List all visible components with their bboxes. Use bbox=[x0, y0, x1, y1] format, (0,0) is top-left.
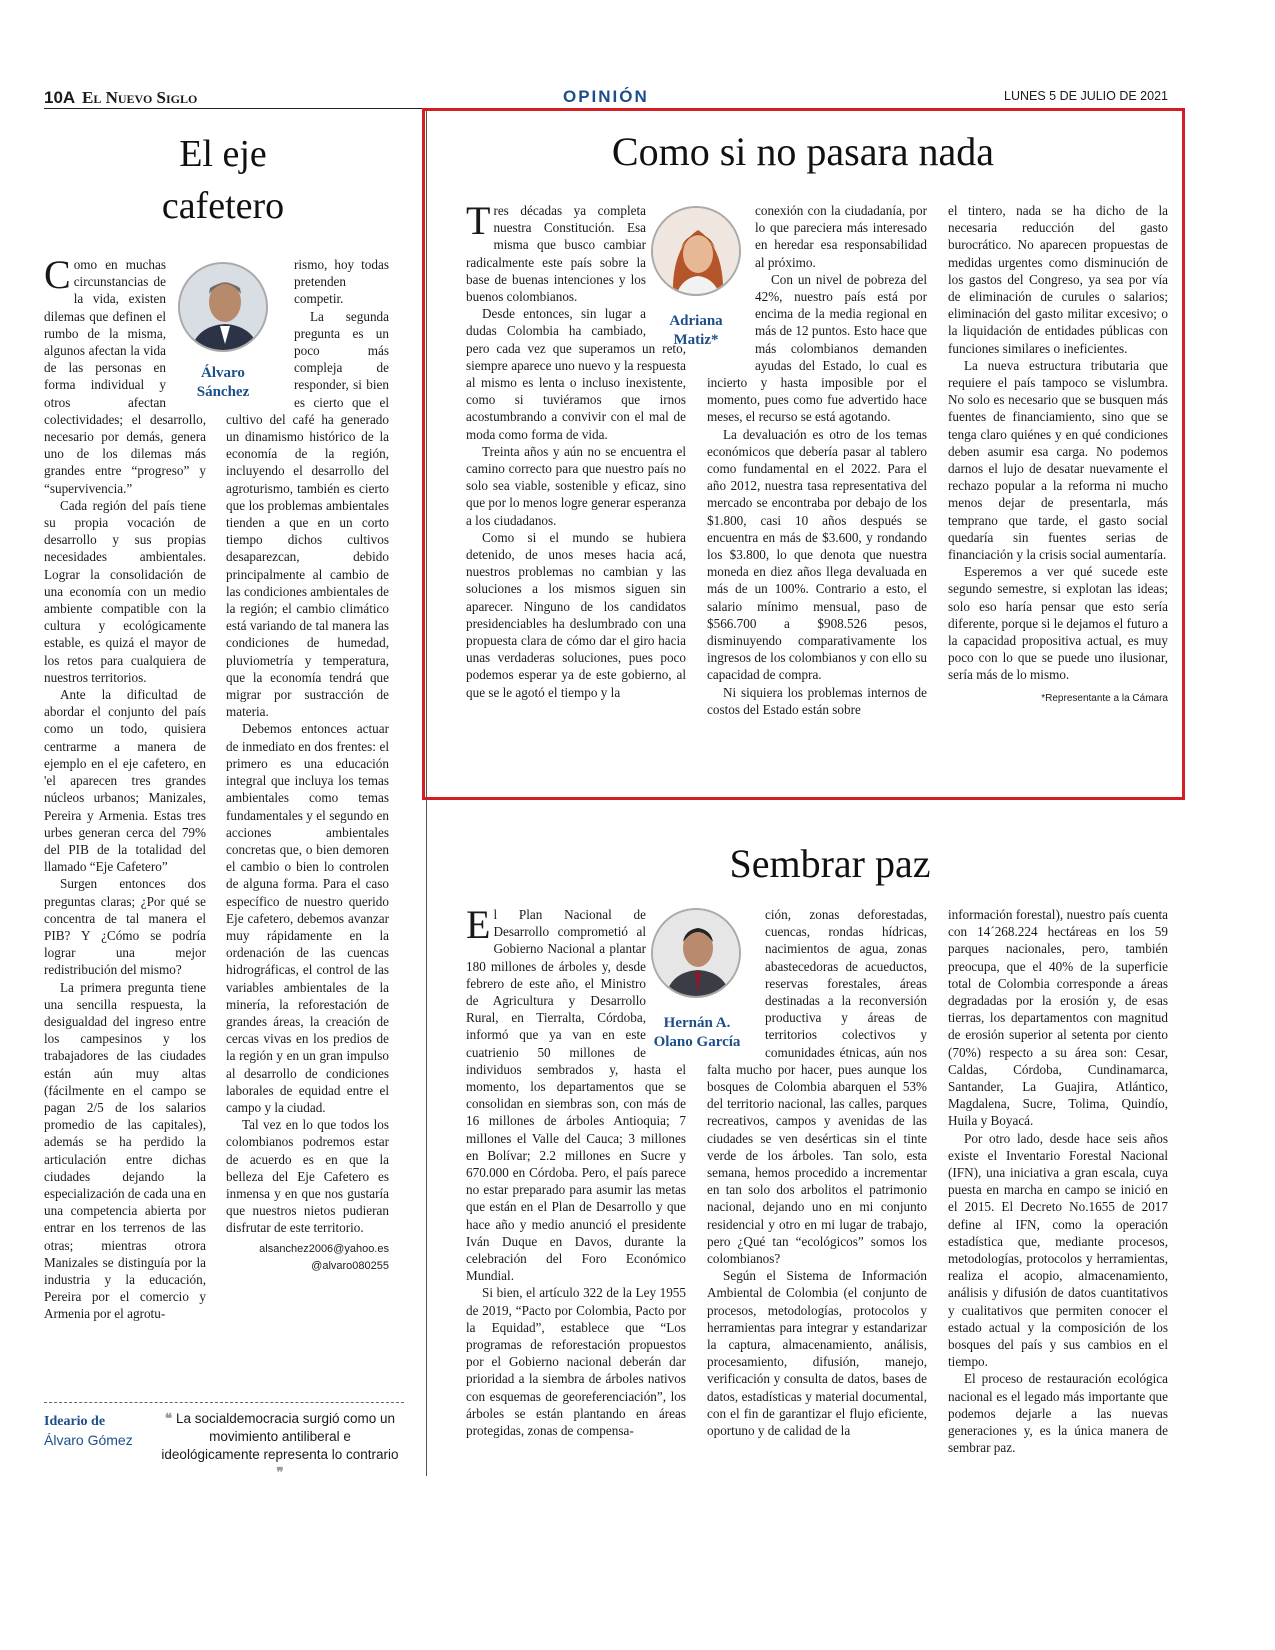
quote-open-icon: ❝ bbox=[164, 1411, 173, 1426]
paragraph: Desde entonces, sin lugar a dudas Colombia ha cambiado, pero cada vez que superamos un reto, siempre aparece uno nuevo y la respuesta al mismo es lenta o incluso inexistente, como si tuviéramos que irnos acostumbrando a convivir con el mal de moda como forma de vida. bbox=[466, 306, 686, 442]
section-name: OPINIÓN bbox=[563, 87, 649, 106]
article2-col1 bbox=[466, 198, 686, 701]
paragraph: El Plan Nacional de Desarrollo comprometió al Gobierno Nacional a plantar 180 millones de árboles y, desde febrero de este año, el Ministro de Agricultura y Desarrollo Rural, en Tierralta, Córdoba, informó que ya van en este cuatrienio 50 millones de individuos sembrados y, hasta el momento, los departamentos que se consolidan en siembras son, con más de 16 millones de árboles Antioquia; 7 millones el Valle del Cauca; 3 millones en Bolívar; 2.2 millones en Sucre y 670.000 en Córdoba. Pero, el país parece no estar preparado para asumir las metas que están en el Plan de Desarrollo y que hace año y medio anunció el presidente Iván Duque en Davos, durante la celebración del Foro Económico Mundial. bbox=[466, 902, 686, 1284]
article-title-sembrar-paz: Sembrar paz bbox=[729, 841, 931, 886]
article-title-como-si-no-pasara-nada: Como si no pasara nada bbox=[611, 129, 995, 174]
author-name-hernan-olano: Hernán A. Olano García bbox=[653, 1015, 741, 1050]
paragraph: Si bien, el artículo 322 de la Ley 1955 de 2019, “Pacto por Colombia, Pacto por la Equidad”, establece que “Los programas de reforestación propuestos por el Gobierno nacional deberán dar prioridad a la siembra de árboles nativos con esquemas de georeferenciación”, los árboles se están plantando en áreas protegidas, zonas de compensa- bbox=[466, 1285, 686, 1439]
newspaper-name: El Nuevo Siglo bbox=[82, 88, 198, 107]
article-title-eje-cafetero: El eje cafetero bbox=[161, 133, 285, 227]
ideario-label: Ideario de Álvaro Gómez bbox=[44, 1414, 133, 1448]
article1-col2 bbox=[226, 256, 389, 1275]
article1-col1 bbox=[44, 252, 206, 1323]
paragraph: Cada región del país tiene su propia vocación de desarrollo y sus propias necesidades ambientales. Lograr la consolidación de una economía con un medio ambiente compatible con la cultura y ecológicamente estable, es quizá el mayor de los retos para cualquiera de nuestros territorios. bbox=[44, 497, 206, 685]
paragraph: Esperemos a ver qué sucede este segundo semestre, si explotan las ideas; solo eso haría pensar que esto sería diferente, porque si le dejamos el futuro a la capacidad propositiva actual, es muy poco con lo que se puede uno ilusionar, sería más de lo mismo. bbox=[948, 564, 1168, 683]
author-email: alsanchez2006@yahoo.es bbox=[259, 1242, 389, 1255]
paragraph: Como si el mundo se hubiera detenido, de unos meses hacia acá, nuestros problemas no cambian y las soluciones a los mismos siguen sin aparecer. Ninguno de los candidatos presidenciables ha deslumbrado con una propuesta clara de cómo dar el giro hacia unas verdaderas soluciones, pues poco podemos esperar ya de este gobierno, al que se le agotó el tiempo y la bbox=[466, 529, 686, 700]
paragraph: Con un nivel de pobreza del 42%, nuestro país está por encima de la media regional en más de 12 puntos. Esto hace que más colombianos demanden ayudas del Estado, lo cual es incierto y hasta imposible por el momento, pues como fue advertido hace meses, el recurso se está agotando. bbox=[707, 271, 927, 425]
paragraph: el tintero, nada se ha dicho de la necesaria reducción del gasto burocrático. No aparecen propuestas de medidas urgentes como disminución de los gastos del Congreso, ya sea por vía de eliminación de curules o salarios; eliminación del gasto militar excesivo; o la liquidación de entidades públicas con funciones similares o ineficientes. bbox=[948, 203, 1168, 356]
paragraph: Surgen entonces dos preguntas claras; ¿Por qué se concentra de tal manera el PIB? Y ¿Cómo se podría lograr una mejor redistribución del mismo? bbox=[44, 876, 206, 978]
paragraph: Por otro lado, desde hace seis años existe el Inventario Forestal Nacional (IFN), una iniciativa a gran escala, cuya puesta en marcha en campo se inició en el 2015. El Decreto No.1655 de 2017 define al IFN, como la operación estadística que, mediante procesos, metodologías, protocolos y herramientas, realiza el acopio, almacenamiento, análisis y difusión de datos cuantitativos y cualitativos que permiten conocer el estado actual y la composición de los bosques del país y sus cambios en el tiempo. bbox=[948, 1130, 1168, 1370]
ideario-quote: ❝ La socialdemocracia surgió como un movimiento antiliberal e ideológicamente representa lo contrario ❞ bbox=[161, 1411, 399, 1480]
author-name-adriana-matiz: Adriana Matiz* bbox=[669, 313, 723, 348]
paragraph: información forestal), nuestro país cuenta con 14´268.224 hectáreas en los 59 parques nacionales, pero, también preocupa, que el 40% de la superficie total de Colombia corresponde a áreas degradadas por la erosión y, de esas tierras, los departamentos con magnitud de erosión superior al setenta por ciento (70%) respecto a su área son: Cesar, Caldas, Córdoba, Cundinamarca, Santander, La Guajira, Atlántico, Magdalena, Sucre, Tolima, Quindío, Huila y Boyacá. bbox=[948, 907, 1168, 1129]
paragraph: La primera pregunta tiene una sencilla respuesta, la desigualdad del ingreso entre los campesinos y los trabajadores de las ciudades están aún muy altas (fácilmente en el campo se pagan 2/5 de los salarios promedio de las capitales), además se ha perdido la articulación entre dichas ciudades dejando la especialización de cada una en una competencia abierta por entrar en los terrenos de las otras; mientras otrora Manizales se distinguía por la industria y la educación, Pereira por el comercio y Armenia por el agrotu- bbox=[44, 979, 206, 1322]
article2-col2 bbox=[707, 202, 927, 718]
article3-col1 bbox=[466, 902, 686, 1439]
paragraph: La segunda pregunta es un poco más compleja de responder, si bien es cierto que el cultivo del café ha generado un dinamismo histórico de la economía de la región, incluyendo el desarrollo del agroturismo, también es cierto que los problemas ambientales tienden a que en un corto tiempo dichos cultivos desaparezcan, debido principalmente al cambio de las condiciones ambientales de la región; el cambio climático está variando de tal manera las condiciones de humedad, pluviometría y temperatura, que la economía tendrá que migrar por sustracción de materia. bbox=[226, 308, 389, 720]
paragraph: Debemos entonces actuar de inmediato en dos frentes: el primero es una educación integral que incluya los temas ambientales como temas fundamentales y el segundo en acciones ambientales concretas que, o bien demoren el cambio o bien lo controlen de alguna forma. Para el caso específico de nuestro querido Eje cafetero, debemos avanzar muy rápidamente en la ordenación de las cuencas hidrográficas, el control de las variables ambientales de la minería, la reforestación de grandes áreas, la creación de cercas vivas en los predios de la región y en un gran impulso al desarrollo de condiciones laborales de equidad entre el campo y la ciudad. bbox=[226, 721, 389, 1115]
quote-close-icon: ❞ bbox=[276, 1465, 284, 1480]
article3-col3 bbox=[948, 906, 1168, 1457]
paragraph: Ni siquiera los problemas internos de costos del Estado están sobre bbox=[707, 684, 927, 717]
author-name-alvaro-sanchez: Álvaro Sánchez bbox=[196, 365, 250, 400]
paragraph: El proceso de restauración ecológica nacional es el legado más importante que podemos dejarle a las nuevas generaciones y, es la única manera de sembrar paz. bbox=[948, 1371, 1168, 1456]
paragraph: Según el Sistema de Información Ambiental de Colombia (el conjunto de procesos, metodologías, protocolos y herramientas para integrar y estandarizar la captura, almacenamiento, análisis, procesamiento, difusión, manejo, verificación y consulta de datos, bases de datos, estadísticas y material documental, con el fin de garantizar el flujo eficiente, oportuno y de calidad de la bbox=[707, 1268, 927, 1439]
page-number: 10A bbox=[44, 88, 76, 107]
paragraph: Treinta años y aún no se encuentra el camino correcto para que nuestro país no solo sea viable, sostenible y eficaz, sino que por lo menos logre generar esperanza a los ciudadanos. bbox=[466, 443, 686, 528]
author-twitter: @alvaro080255 bbox=[311, 1259, 389, 1272]
page-date: LUNES 5 DE JULIO DE 2021 bbox=[1004, 89, 1168, 103]
paragraph: ción, zonas deforestadas, cuencas, rondas hídricas, nacimientos de agua, zonas abastecedoras de acueductos, reservas forestales, áreas destinadas a la reconversión productiva y áreas de territorios colectivos y comunidades étnicas, aún nos falta mucho por hacer, pues aunque los bosques de Colombia abarquen el 53% del territorio nacional, las calles, parques recreativos, campos y avenidas de las ciudades se ven desérticas sin el tinte verde de los árboles. Tan solo, esta semana, hemos procedido a incrementar en tan solo dos arbolitos el patrimonio nacional, dejando uno en mi conjunto residencial y otro en mi lugar de trabajo, pero ¿Qué tan “ecológicos” somos los colombianos? bbox=[707, 907, 927, 1267]
page-header bbox=[44, 88, 1168, 110]
paragraph: Como en muchas circunstancias de la vida, existen dilemas que definen el rumbo de la misma, algunos afectan la vida de las personas en forma individual y otros afectan colectividades; el desarrollo, necesario por demás, genera uno de los dilemas más grandes entre “progreso” y “supervivencia.” bbox=[44, 252, 206, 496]
paragraph: Tal vez en lo que todos los colombianos podremos estar de acuerdo es en que la belleza del Eje Cafetero es inmensa y en que nos gustaría que nuestros nietos pudieran disfrutar de este territorio. bbox=[226, 1117, 389, 1236]
article3-col2 bbox=[707, 906, 927, 1439]
paragraph: La nueva estructura tributaria que requiere el país tampoco se vislumbra. No solo es necesario que se busquen más fuentes de financiamiento, sino que se tenga claro quiénes y en qué condiciones deben asumir esa carga. No podemos darnos el lujo de desatar nuevamente el rechazo popular a la reforma ni mucho menos dejar de presentarla, más temprano que tarde, el gasto social quedaría sin fuentes serias de financiación y la crisis social aumentaría. bbox=[948, 357, 1168, 563]
paragraph: Ante la dificultad de abordar el conjunto del país como un todo, quisiera centrarme a manera de ejemplo en el eje cafetero, en 'el aparecen tres grandes núcleos urbanos; Manizales, Pereira y Armenia. Estas tres urbes generan cerca del 79% del PIB de la totalidad del llamado “Eje Cafetero” bbox=[44, 687, 206, 875]
paragraph: Tres décadas ya completa nuestra Constitución. Esa misma que busco cambiar radicalmente este país sobre la base de buenas intenciones y los buenos colombianos. bbox=[466, 198, 646, 305]
author-note: *Representante a la Cámara bbox=[1041, 692, 1168, 704]
article2-col3 bbox=[948, 202, 1168, 707]
ideario-rule bbox=[44, 1402, 404, 1403]
paragraph: La devaluación es otro de los temas económicos que debería pasar al tablero como fundamental en el 2022. Para el año 2012, nuestra tasa representativa del mercado se encontraba por debajo de los $1.800, casi 10 años después se encuentra en más de $3.600, y rondando los $3.800, lo que denota que nuestra moneda en diez años llega devaluada en más de un 100%. Contrario a esto, el salario mínimo mensual, paso de $566.700 a $908.526 pesos, disminuyendo comparativamente los ingresos de los colombianos y con ello su capacidad de compra. bbox=[707, 426, 927, 683]
paragraph: conexión con la ciudadanía, por lo que pareciera más interesado en heredar esa responsabilidad al próximo. bbox=[755, 203, 927, 270]
paragraph: rismo, hoy todas pretenden competir. bbox=[294, 257, 389, 307]
